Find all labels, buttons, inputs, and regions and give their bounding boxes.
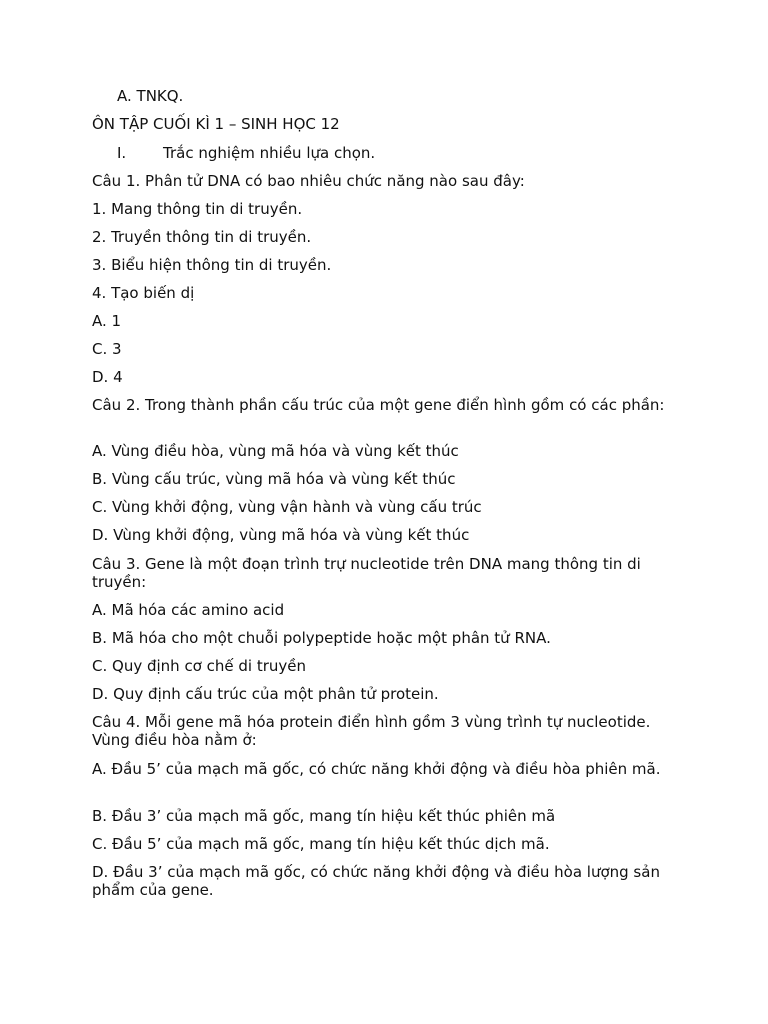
question-3-option-a: A. Mã hóa các amino acid [92, 601, 285, 619]
question-4-option-a: A. Đầu 5’ của mạch mã gốc, có chức năng khởi động và điều hòa phiên mã. [92, 760, 661, 778]
question-3-option-c: C. Quy định cơ chế di truyền [92, 657, 307, 675]
question-4-option-b: B. Đầu 3’ của mạch mã gốc, mang tín hiệu kết thúc phiên mã [92, 807, 556, 825]
question-3-option-d: D. Quy định cấu trúc của một phân tử protein. [92, 685, 439, 703]
question-2-option-a: A. Vùng điều hòa, vùng mã hóa và vùng kết thúc [92, 442, 459, 460]
question-1-statement-1: 1. Mang thông tin di truyền. [92, 200, 303, 218]
question-1-option-a: A. 1 [92, 312, 122, 330]
question-2-option-c: C. Vùng khởi động, vùng vận hành và vùng cấu trúc [92, 498, 482, 516]
section-a-heading: A. TNKQ. [117, 87, 184, 105]
question-4-stem: Câu 4. Mỗi gene mã hóa protein điển hình gồm 3 vùng trình tự nucleotide. Vùng điều hòa nằm ở: [92, 713, 651, 749]
question-1-statement-2: 2. Truyền thông tin di truyền. [92, 228, 312, 246]
question-1-statement-4: 4. Tạo biến dị [92, 284, 195, 302]
question-2-option-d: D. Vùng khởi động, vùng mã hóa và vùng kết thúc [92, 526, 470, 544]
question-2-stem: Câu 2. Trong thành phần cấu trúc của một gene điển hình gồm có các phần: [92, 396, 665, 414]
question-1-stem: Câu 1. Phân tử DNA có bao nhiêu chức năng nào sau đây: [92, 172, 525, 190]
page-title: ÔN TẬP CUỐI KÌ 1 – SINH HỌC 12 [92, 115, 340, 133]
question-1-option-d: D. 4 [92, 368, 123, 386]
question-1-statement-3: 3. Biểu hiện thông tin di truyền. [92, 256, 332, 274]
question-4-option-d: D. Đầu 3’ của mạch mã gốc, có chức năng khởi động và điều hòa lượng sản phẩm của gene. [92, 863, 660, 899]
question-4-option-c: C. Đầu 5’ của mạch mã gốc, mang tín hiệu kết thúc dịch mã. [92, 835, 550, 853]
question-1-option-c: C. 3 [92, 340, 122, 358]
question-3-option-b: B. Mã hóa cho một chuỗi polypeptide hoặc một phân tử RNA. [92, 629, 551, 647]
question-2-option-b: B. Vùng cấu trúc, vùng mã hóa và vùng kết thúc [92, 470, 456, 488]
part-numeral: I. [117, 144, 127, 162]
part-heading: Trắc nghiệm nhiều lựa chọn. [163, 144, 376, 162]
question-3-stem: Câu 3. Gene là một đoạn trình trự nucleotide trên DNA mang thông tin di truyền: [92, 555, 641, 591]
